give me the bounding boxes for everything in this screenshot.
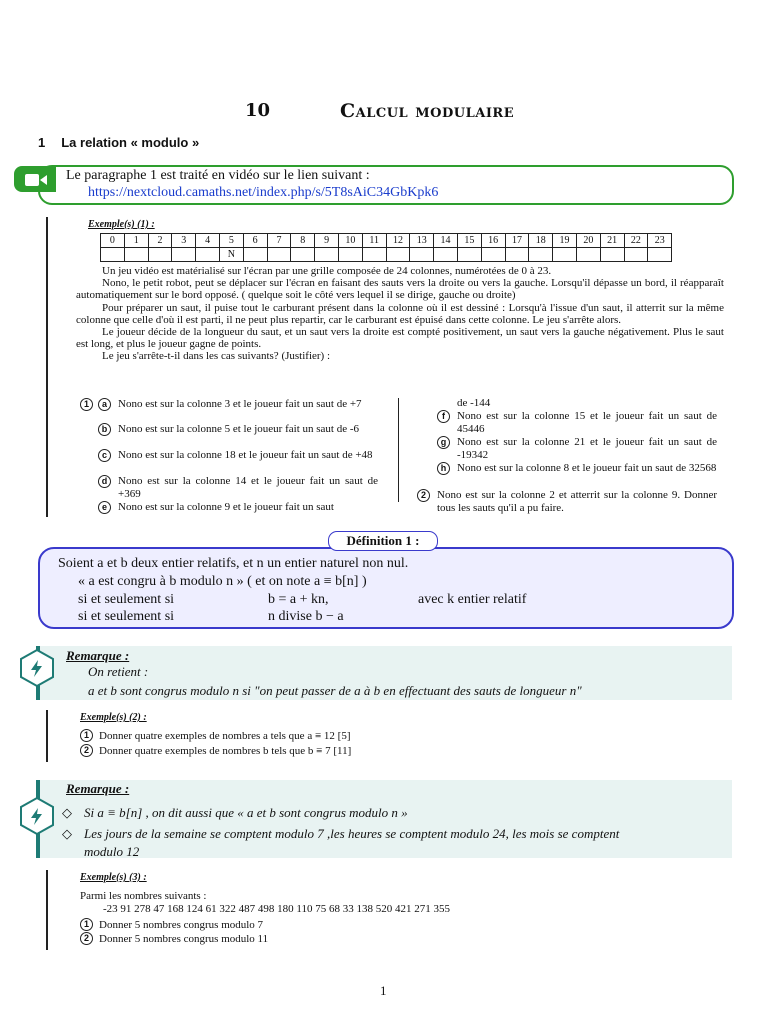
grid-cell <box>648 248 672 262</box>
question-item-d: Nono est sur la colonne 14 et le joueur fait un saut de +369 <box>118 475 378 500</box>
grid-cell <box>434 248 458 262</box>
section-heading <box>38 135 199 150</box>
section-number: 1 <box>38 135 46 150</box>
example1-text <box>76 265 724 363</box>
grid-header-cell: 11 <box>362 234 386 248</box>
grid-header-cell: 2 <box>148 234 172 248</box>
grid-header-cell: 23 <box>648 234 672 248</box>
paragraph: Pour préparer un saut, il puise tout le carburant présent dans la colonne où il est dessiné : Lorsqu'à l'issue d'un saut, il atterrit sur la même colonne que celle d'où il est parti, il ne peut plus repartir, car le carburant est épuisé dans cette colonne. Le jeu s'arrête alors. <box>76 301 724 326</box>
example1-side-bar <box>46 217 48 517</box>
item-letter-e: e <box>98 501 111 514</box>
grid-header-cell: 5 <box>219 234 243 248</box>
question-item-h: Nono est sur la colonne 8 et le joueur fait un saut de 32568 <box>457 462 717 474</box>
question-item-b: Nono est sur la colonne 5 et le joueur fait un saut de -6 <box>118 423 360 435</box>
question-number-2: 2 <box>417 489 430 502</box>
grid-header-cell: 15 <box>457 234 481 248</box>
question-number-1: 1 <box>80 398 93 411</box>
grid-cell <box>505 248 529 262</box>
grid-cell <box>576 248 600 262</box>
grid-header-cell: 19 <box>553 234 577 248</box>
grid-cell <box>315 248 339 262</box>
grid-cell <box>291 248 315 262</box>
remark2-line-2: Les jours de la semaine se comptent modulo 7 ,les heures se comptent modulo 24, les mois se comptent <box>84 826 620 841</box>
page-number: 1 <box>380 983 387 998</box>
grid-header-cell: 13 <box>410 234 434 248</box>
remark1-line-2: a et b sont congrus modulo n si "on peut passer de a à b en effectuant des sauts de longueur n" <box>88 683 582 698</box>
grid-header-cell: 22 <box>624 234 648 248</box>
section-title: La relation « modulo » <box>61 135 200 150</box>
grid-header-cell: 1 <box>124 234 148 248</box>
grid-header-row <box>101 234 672 248</box>
robot-marker: N <box>219 248 243 262</box>
diamond-bullet-icon: ◇ <box>62 805 72 820</box>
remark2-title: Remarque : <box>66 781 130 796</box>
grid-robot-row <box>101 248 672 262</box>
definition-line-2: « a est congru à b modulo n » ( et on note a ≡ b[n] ) <box>78 574 367 589</box>
remark1-title: Remarque : <box>66 648 130 663</box>
grid-cell <box>148 248 172 262</box>
definition-condition-1-note: avec k entier relatif <box>418 592 527 607</box>
grid-header-cell: 20 <box>576 234 600 248</box>
example3-side-bar <box>46 870 48 950</box>
example2-number-2: 2 <box>80 744 93 757</box>
grid-cell <box>362 248 386 262</box>
definition-line-1: Soient a et b deux entier relatifs, et n un entier naturel non nul. <box>58 556 409 571</box>
grid-header-cell: 10 <box>338 234 362 248</box>
grid-cell <box>243 248 267 262</box>
grid-cell <box>172 248 196 262</box>
grid-header-cell: 4 <box>196 234 220 248</box>
grid-cell <box>196 248 220 262</box>
example2-side-bar <box>46 710 48 762</box>
grid-cell <box>124 248 148 262</box>
example2-item-2: Donner quatre exemples de nombres b tels que b ≡ 7 [11] <box>99 745 352 757</box>
item-letter-c: c <box>98 449 111 462</box>
grid-header-cell: 8 <box>291 234 315 248</box>
remark2-line-3: modulo 12 <box>84 844 140 859</box>
example3-number-1: 1 <box>80 918 93 931</box>
example3-item-1: Donner 5 nombres congrus modulo 7 <box>99 919 264 931</box>
grid-cell <box>481 248 505 262</box>
grid-cell <box>338 248 362 262</box>
chapter-title: Calcul modulaire <box>340 100 515 122</box>
grid-cell <box>386 248 410 262</box>
question-item-e: Nono est sur la colonne 9 et le joueur fait un saut <box>118 501 334 513</box>
example3-numbers: -23 91 278 47 168 124 61 322 487 498 180 110 75 68 33 138 520 421 271 355 <box>103 903 451 915</box>
chapter-number: 10 <box>245 100 271 121</box>
paragraph: Le joueur décide de la longueur du saut, et un saut vers la droite est compté positivement, un saut vers la gauche négativement. Plus le saut est long, et plus le joueur gagne de points. <box>76 326 724 351</box>
question-2-text: Nono est sur la colonne 2 et atterrit sur la colonne 9. Donner tous les sauts qu'il a pu faire. <box>437 489 717 514</box>
grid-cell <box>600 248 624 262</box>
example1-label: Exemple(s) (1) : <box>88 219 155 230</box>
lightning-icon <box>17 648 57 688</box>
grid-cell <box>624 248 648 262</box>
example2-item-1: Donner quatre exemples de nombres a tels que a ≡ 12 [5] <box>99 730 351 742</box>
grid-header-cell: 3 <box>172 234 196 248</box>
definition-condition-2-label: si et seulement si <box>78 609 175 624</box>
video-link[interactable]: https://nextcloud.camaths.net/index.php/s/5T8sAiC34GbKpk6 <box>88 185 439 200</box>
grid-header-cell: 0 <box>101 234 125 248</box>
example2-label: Exemple(s) (2) : <box>80 712 147 723</box>
grid-header-cell: 17 <box>505 234 529 248</box>
question-item-f: Nono est sur la colonne 15 et le joueur fait un saut de 45446 <box>457 410 717 435</box>
grid-cell <box>529 248 553 262</box>
paragraph: Le jeu s'arrête-t-il dans les cas suivants? (Justifier) : <box>102 350 331 363</box>
item-letter-a: a <box>98 398 111 411</box>
video-intro-text: Le paragraphe 1 est traité en vidéo sur le lien suivant : <box>66 168 370 183</box>
remark2-line-1: Si a ≡ b[n] , on dit aussi que « a et b sont congrus modulo n » <box>84 805 408 820</box>
grid-cell <box>101 248 125 262</box>
definition-condition-1-formula: b = a + kn, <box>268 592 329 607</box>
item-letter-d: d <box>98 475 111 488</box>
question-item-c: Nono est sur la colonne 18 et le joueur fait un saut de +48 <box>118 449 373 461</box>
item-letter-h: h <box>437 462 450 475</box>
example3-number-2: 2 <box>80 932 93 945</box>
grid-cell <box>457 248 481 262</box>
grid-header-cell: 12 <box>386 234 410 248</box>
column-divider <box>398 398 399 502</box>
grid-cell <box>410 248 434 262</box>
paragraph: Un jeu vidéo est matérialisé sur l'écran par une grille composée de 24 colonnes, numérotées de 0 à 23. <box>102 265 552 277</box>
question-item-g: Nono est sur la colonne 21 et le joueur fait un saut de -19342 <box>457 436 717 461</box>
example2-number-1: 1 <box>80 729 93 742</box>
paragraph: Nono, le petit robot, peut se déplacer sur l'écran en faisant des sauts vers la droite ou vers la gauche. Lorsqu'il dépasse un bord, il réapparaît automatiquement sur le bord opposé. ( quelque soit le côté vers lequel il se dirige, gauche ou droite) <box>76 277 724 302</box>
remark1-line-1: On retient : <box>88 664 149 679</box>
grid-header-cell: 18 <box>529 234 553 248</box>
grid-cell <box>267 248 291 262</box>
example3-item-2: Donner 5 nombres congrus modulo 11 <box>99 933 269 945</box>
definition-condition-1-label: si et seulement si <box>78 592 175 607</box>
grid-header-cell: 16 <box>481 234 505 248</box>
item-letter-g: g <box>437 436 450 449</box>
grid-header-cell: 7 <box>267 234 291 248</box>
grid-cell <box>553 248 577 262</box>
video-camera-icon <box>24 171 48 189</box>
question-item-a: Nono est sur la colonne 3 et le joueur fait un saut de +7 <box>118 398 362 410</box>
grid-header-cell: 14 <box>434 234 458 248</box>
example3-label: Exemple(s) (3) : <box>80 872 147 883</box>
grid-header-cell: 9 <box>315 234 339 248</box>
definition-title: Définition 1 : <box>328 531 438 551</box>
grid-header-cell: 21 <box>600 234 624 248</box>
lightning-icon <box>17 796 57 836</box>
example3-intro: Parmi les nombres suivants : <box>80 890 207 902</box>
item-letter-b: b <box>98 423 111 436</box>
definition-condition-2-formula: n divise b − a <box>268 609 344 624</box>
column-grid <box>100 233 672 262</box>
grid-header-cell: 6 <box>243 234 267 248</box>
question-item-e-continuation: de -144 <box>457 397 491 409</box>
item-letter-f: f <box>437 410 450 423</box>
diamond-bullet-icon: ◇ <box>62 826 72 841</box>
